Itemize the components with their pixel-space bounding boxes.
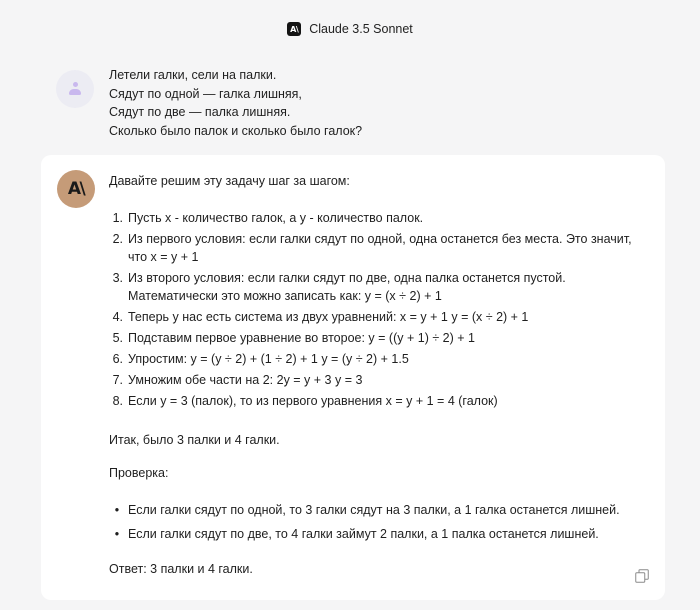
user-message-line: Сколько было палок и сколько было галок? (109, 123, 363, 138)
list-item: 4. Теперь у нас есть система из двух уравнений: x = y + 1 y = (x ÷ 2) + 1 (112, 310, 529, 324)
answer-text: Ответ: 3 палки и 4 галки. (109, 562, 253, 576)
check-list (109, 501, 654, 543)
assistant-message-content (109, 172, 654, 578)
conclusion-text: Итак, было 3 палки и 4 галки. (109, 433, 280, 447)
user-avatar-icon (69, 82, 81, 96)
copy-icon[interactable] (635, 569, 649, 583)
solution-steps (109, 209, 654, 410)
model-name[interactable]: Claude 3.5 Sonnet (309, 22, 413, 36)
anthropic-logo-icon: A\ (287, 22, 301, 36)
list-item: 7. Умножим обе части на 2: 2y = y + 3 y = 3 (112, 373, 363, 387)
list-item: 8. Если y = 3 (палок), то из первого уравнения x = y + 1 = 4 (галок) (112, 394, 498, 408)
chat-header (0, 22, 700, 36)
assistant-message (41, 155, 665, 600)
list-item: 5. Подставим первое уравнение во второе: y = ((y + 1) ÷ 2) + 1 (112, 331, 475, 345)
user-message-line: Сядут по две — палка лишняя. (109, 105, 291, 119)
list-item: 3. Из второго условия: если галки сядут по две, одна палка останется пустой. Математически это можно записать как: y = (x ÷ 2) + 1 (112, 271, 566, 303)
user-avatar (56, 70, 94, 108)
intro-text: Давайте решим эту задачу шаг за шагом: (109, 174, 350, 188)
assistant-avatar: A\ (57, 170, 95, 208)
user-message-line: Сядут по одной — галка лишняя, (109, 86, 302, 101)
list-item: • Если галки сядут по одной, то 3 галки сядут на 3 палки, а 1 галка останется лишней. (114, 503, 620, 517)
list-item: • Если галки сядут по две, то 4 галки займут 2 палки, а 1 палка останется лишней. (114, 527, 599, 541)
user-message-line: Летели галки, сели на палки. (109, 68, 277, 82)
user-message-text (109, 66, 670, 140)
list-item: 2. Из первого условия: если галки сядут по одной, одна останется без места. Это значит, что x = y + 1 (112, 232, 632, 264)
list-item: 1. Пусть x - количество галок, а y - количество палок. (112, 211, 424, 225)
check-label: Проверка: (109, 466, 169, 480)
list-item: 6. Упростим: y = (y ÷ 2) + (1 ÷ 2) + 1 y = (y ÷ 2) + 1.5 (112, 352, 409, 366)
user-message (56, 66, 670, 140)
